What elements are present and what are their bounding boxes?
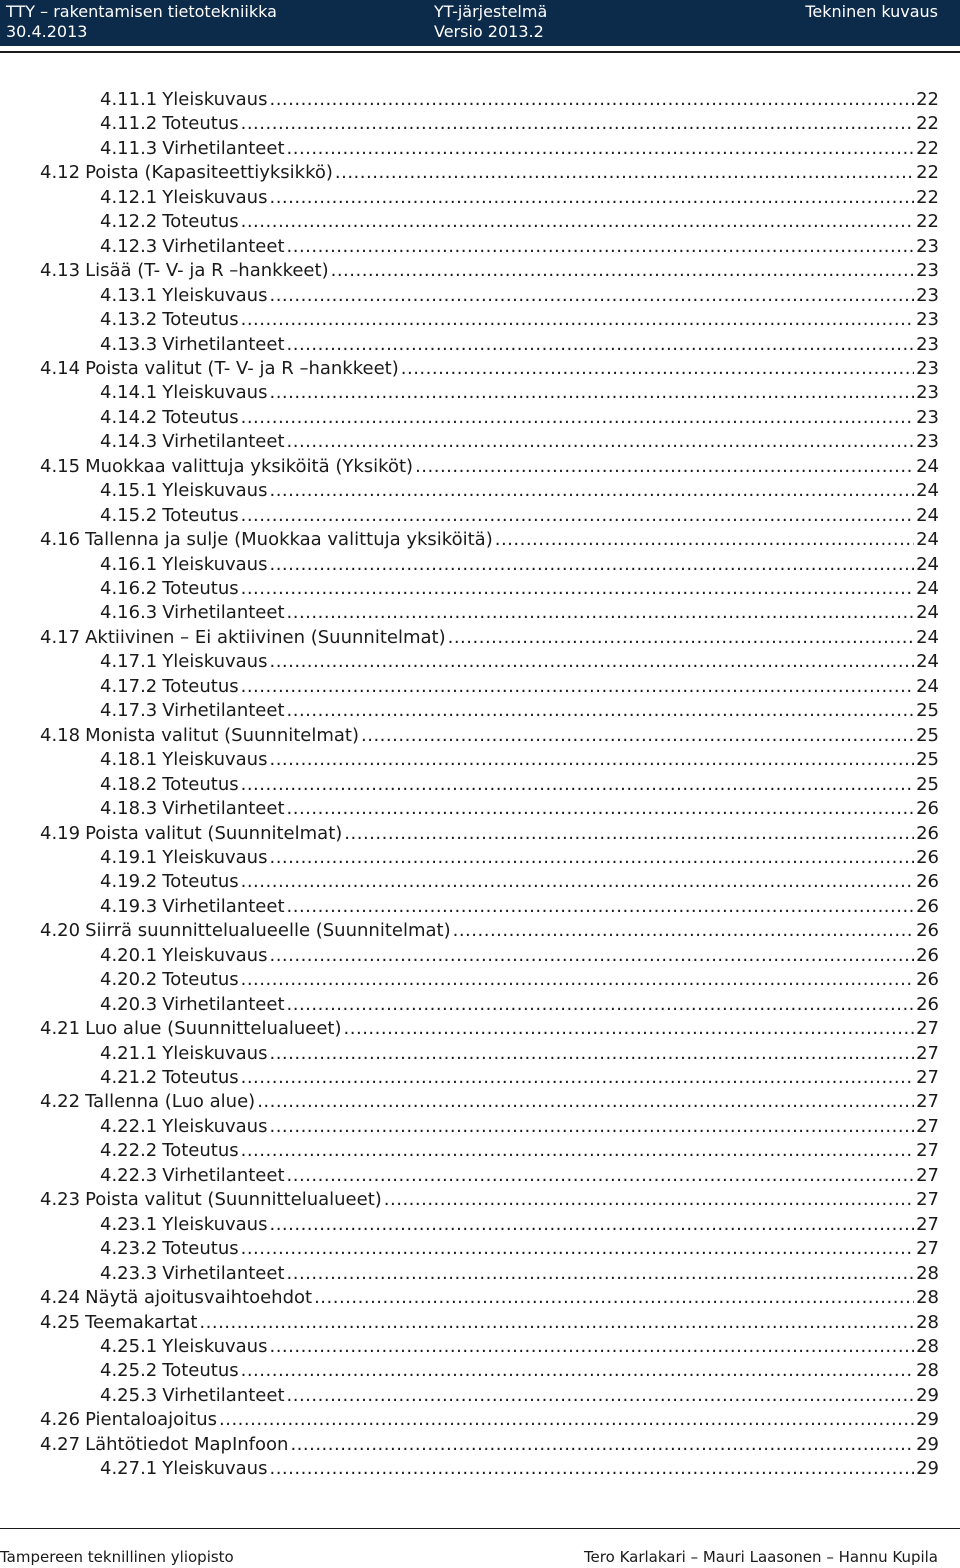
- toc-entry[interactable]: [40, 528, 939, 552]
- toc-entry-page: 22: [916, 89, 939, 110]
- toc-entry[interactable]: [40, 724, 939, 748]
- toc-entry[interactable]: [100, 210, 939, 234]
- toc-entry-page: 26: [916, 920, 939, 942]
- toc-entry-title: Virhetilanteet: [162, 895, 285, 917]
- toc-entry-number: 4.13.3: [100, 333, 158, 355]
- toc-dot-leader: [287, 699, 915, 723]
- toc-dot-leader: [219, 1408, 914, 1432]
- toc-entry-page: 22: [916, 186, 939, 208]
- toc-dot-leader: [287, 993, 915, 1017]
- toc-dot-leader: [269, 1457, 914, 1481]
- header-system: YT-järjestelmä: [434, 2, 548, 21]
- toc-dot-leader: [331, 259, 915, 283]
- toc-entry[interactable]: [100, 773, 939, 797]
- toc-entry-title: Virhetilanteet: [162, 431, 285, 453]
- toc-entry[interactable]: [100, 235, 939, 259]
- toc-entry[interactable]: [100, 748, 939, 772]
- toc-entry[interactable]: [100, 479, 939, 503]
- toc-entry[interactable]: [40, 357, 939, 381]
- toc-entry-number: 4.22: [40, 1091, 81, 1113]
- toc-entry-title: Poista valitut (Suunnittelualueet): [85, 1189, 382, 1211]
- toc-entry[interactable]: [40, 1090, 939, 1114]
- toc-entry[interactable]: [40, 626, 939, 650]
- toc-entry-page: 26: [916, 969, 939, 991]
- toc-dot-leader: [335, 161, 914, 185]
- toc-dot-leader: [241, 870, 914, 894]
- toc-entry-number: 4.23.3: [100, 1262, 158, 1284]
- toc-entry-title: Toteutus: [162, 773, 239, 795]
- toc-entry-page: 27: [916, 1018, 939, 1040]
- toc-entry-title: Virhetilanteet: [162, 333, 285, 355]
- footer-divider: [0, 1528, 960, 1529]
- toc-entry-page: 25: [916, 773, 939, 795]
- toc-dot-leader: [269, 186, 914, 210]
- toc-entry-number: 4.25: [40, 1311, 81, 1333]
- toc-entry-title: Aktiivinen – Ei aktiivinen (Suunnitelmat): [85, 626, 446, 648]
- toc-entry-number: 4.16.1: [100, 553, 158, 575]
- toc-dot-leader: [241, 504, 914, 528]
- toc-entry-page: 23: [916, 406, 939, 428]
- header-doc-type: Tekninen kuvaus: [805, 2, 938, 21]
- toc-dot-leader: [269, 1335, 914, 1359]
- toc-entry-number: 4.14.1: [100, 382, 158, 404]
- toc-entry-number: 4.25.2: [100, 1360, 158, 1382]
- toc-entry-title: Virhetilanteet: [162, 1384, 285, 1406]
- toc-entry-number: 4.17.1: [100, 651, 158, 673]
- toc-entry-title: Yleiskuvaus: [162, 89, 268, 110]
- toc-entry-title: Muokkaa valittuja yksiköitä (Yksiköt): [85, 455, 414, 477]
- toc-entry-number: 4.21.1: [100, 1042, 158, 1064]
- toc-entry[interactable]: [40, 822, 939, 846]
- toc-entry-number: 4.11.2: [100, 113, 158, 135]
- toc-entry-number: 4.20.2: [100, 969, 158, 991]
- toc-entry-page: 28: [916, 1262, 939, 1284]
- toc-dot-leader: [453, 919, 914, 943]
- toc-entry-page: 25: [916, 724, 939, 746]
- toc-entry-title: Lähtötiedot MapInfoon: [85, 1433, 289, 1455]
- toc-entry-number: 4.16.2: [100, 578, 158, 599]
- toc-entry-title: Toteutus: [162, 113, 239, 135]
- toc-entry-title: Toteutus: [162, 675, 239, 697]
- toc-entry-title: Virhetilanteet: [162, 700, 285, 722]
- toc-entry-title: Toteutus: [162, 406, 239, 428]
- toc-entry[interactable]: [100, 1042, 939, 1066]
- toc-entry[interactable]: [100, 1237, 939, 1261]
- toc-entry[interactable]: [100, 1335, 939, 1359]
- toc-entry-title: Toteutus: [162, 1140, 239, 1162]
- toc-dot-leader: [241, 675, 914, 699]
- toc-entry[interactable]: [100, 650, 939, 674]
- toc-entry-title: Toteutus: [162, 871, 239, 893]
- toc-dot-leader: [287, 333, 915, 357]
- toc-entry-title: Lisää (T- V- ja R –hankkeet): [85, 260, 329, 282]
- toc-dot-leader: [269, 944, 914, 968]
- toc-dot-leader: [415, 455, 914, 479]
- toc-entry-page: 29: [916, 1433, 939, 1455]
- toc-entry-page: 24: [916, 529, 939, 551]
- toc-entry-title: Tallenna ja sulje (Muokkaa valittuja yksiköitä): [85, 529, 493, 551]
- toc-entry-page: 26: [916, 895, 939, 917]
- toc-entry-page: 26: [916, 846, 939, 868]
- toc-entry-page: 27: [916, 1091, 939, 1113]
- toc-entry-number: 4.18.3: [100, 798, 158, 820]
- header-center: [434, 2, 547, 42]
- toc-entry[interactable]: [40, 919, 939, 943]
- toc-entry-page: 24: [916, 602, 939, 624]
- toc-entry-number: 4.14: [40, 357, 81, 379]
- toc-entry-number: 4.15: [40, 455, 81, 477]
- toc-entry-number: 4.19.1: [100, 846, 158, 868]
- toc-entry-page: 23: [916, 260, 939, 282]
- toc-entry-number: 4.22.2: [100, 1140, 158, 1162]
- toc-entry-title: Toteutus: [162, 1067, 239, 1088]
- toc-dot-leader: [241, 406, 914, 430]
- footer-authors: Tero Karlakari – Mauri Laasonen – Hannu Kupila: [583, 1548, 938, 1566]
- toc-entry-number: 4.23.1: [100, 1213, 158, 1235]
- header-left: [6, 2, 277, 42]
- toc-entry-page: 29: [916, 1409, 939, 1431]
- toc-dot-leader: [287, 895, 915, 919]
- toc-entry[interactable]: [40, 1433, 939, 1457]
- toc-entry[interactable]: [100, 381, 939, 405]
- toc-entry-title: Toteutus: [162, 578, 239, 599]
- toc-entry-title: Yleiskuvaus: [162, 553, 268, 575]
- toc-entry-title: Siirrä suunnittelualueelle (Suunnitelmat): [85, 920, 451, 942]
- toc-entry[interactable]: [100, 1066, 939, 1090]
- toc-entry-page: 25: [916, 700, 939, 722]
- toc-dot-leader: [241, 968, 914, 992]
- toc-dot-leader: [287, 1384, 915, 1408]
- toc-entry-page: 24: [916, 480, 939, 502]
- toc-entry-page: 23: [916, 357, 939, 379]
- toc-entry-page: 28: [916, 1287, 939, 1309]
- toc-entry-page: 26: [916, 798, 939, 820]
- toc-entry-title: Yleiskuvaus: [162, 1115, 268, 1137]
- toc-entry-number: 4.25.3: [100, 1384, 158, 1406]
- toc-entry-page: 27: [916, 1140, 939, 1162]
- toc-entry[interactable]: [100, 1115, 939, 1139]
- toc-entry-title: Monista valitut (Suunnitelmat): [85, 724, 360, 746]
- page-header: [0, 0, 960, 46]
- toc-entry-number: 4.12: [40, 162, 81, 184]
- toc-entry-number: 4.12.3: [100, 235, 158, 257]
- toc-dot-leader: [448, 626, 914, 650]
- toc-entry-page: 26: [916, 871, 939, 893]
- toc-dot-leader: [361, 724, 914, 748]
- toc-entry-number: 4.19.2: [100, 871, 158, 893]
- toc-entry-title: Virhetilanteet: [162, 1164, 285, 1186]
- header-right: [805, 2, 938, 22]
- toc-entry-page: 27: [916, 1115, 939, 1137]
- toc-entry[interactable]: [40, 455, 939, 479]
- toc-entry[interactable]: [100, 88, 939, 112]
- header-date: 30.4.2013: [6, 22, 88, 41]
- toc-entry[interactable]: [40, 1188, 939, 1212]
- toc-entry[interactable]: [100, 186, 939, 210]
- toc-entry[interactable]: [100, 846, 939, 870]
- toc-entry-page: 24: [916, 455, 939, 477]
- toc-entry-title: Yleiskuvaus: [162, 651, 268, 673]
- toc-dot-leader: [269, 748, 914, 772]
- toc-entry[interactable]: [100, 333, 939, 357]
- toc-entry-number: 4.13: [40, 260, 81, 282]
- toc-dot-leader: [287, 601, 915, 625]
- toc-entry[interactable]: [100, 577, 939, 601]
- toc-entry-title: Yleiskuvaus: [162, 1458, 268, 1480]
- toc-entry-title: Yleiskuvaus: [162, 284, 268, 306]
- toc-dot-leader: [287, 235, 915, 259]
- toc-entry-number: 4.18.1: [100, 749, 158, 771]
- toc-entry-number: 4.20.1: [100, 944, 158, 966]
- toc-entry-page: 26: [916, 944, 939, 966]
- toc-entry-page: 29: [916, 1458, 939, 1480]
- toc-entry-title: Luo alue (Suunnittelualueet): [85, 1018, 342, 1040]
- toc-entry-page: 27: [916, 1164, 939, 1186]
- toc-entry-title: Yleiskuvaus: [162, 749, 268, 771]
- toc-entry-number: 4.18.2: [100, 773, 158, 795]
- toc-entry-number: 4.15.1: [100, 480, 158, 502]
- toc-entry-page: 23: [916, 309, 939, 331]
- toc-entry-page: 27: [916, 1067, 939, 1088]
- toc-entry-page: 28: [916, 1335, 939, 1357]
- toc-dot-leader: [241, 308, 914, 332]
- toc-entry[interactable]: [40, 1286, 939, 1310]
- toc-entry[interactable]: [100, 1139, 939, 1163]
- toc-entry[interactable]: [100, 944, 939, 968]
- toc-entry-page: 26: [916, 822, 939, 844]
- toc-entry[interactable]: [100, 406, 939, 430]
- toc-entry-page: 23: [916, 235, 939, 257]
- toc-entry-number: 4.20: [40, 920, 81, 942]
- toc-dot-leader: [241, 1237, 914, 1261]
- toc-dot-leader: [269, 88, 914, 112]
- toc-entry-title: Yleiskuvaus: [162, 1335, 268, 1357]
- toc-entry-page: 24: [916, 626, 939, 648]
- toc-entry-number: 4.19.3: [100, 895, 158, 917]
- toc-entry-page: 28: [916, 1311, 939, 1333]
- toc-entry-number: 4.22.3: [100, 1164, 158, 1186]
- toc-entry[interactable]: [40, 1408, 939, 1432]
- toc-entry-page: 23: [916, 333, 939, 355]
- toc-entry-page: 22: [916, 211, 939, 233]
- toc-entry[interactable]: [40, 259, 939, 283]
- toc-entry[interactable]: [100, 284, 939, 308]
- toc-entry-title: Toteutus: [162, 309, 239, 331]
- toc-dot-leader: [269, 1115, 914, 1139]
- toc-entry-number: 4.26: [40, 1409, 81, 1431]
- toc-dot-leader: [269, 1042, 914, 1066]
- toc-entry-page: 24: [916, 651, 939, 673]
- toc-dot-leader: [384, 1188, 914, 1212]
- toc-dot-leader: [257, 1090, 914, 1114]
- toc-dot-leader: [199, 1311, 914, 1335]
- toc-entry-title: Toteutus: [162, 504, 239, 526]
- toc-entry[interactable]: [100, 1359, 939, 1383]
- footer-institution: Tampereen teknillinen yliopisto: [0, 1548, 234, 1566]
- toc-dot-leader: [241, 112, 914, 136]
- toc-entry-number: 4.20.3: [100, 993, 158, 1015]
- toc-entry-number: 4.18: [40, 724, 81, 746]
- toc-entry-number: 4.23.2: [100, 1238, 158, 1260]
- toc-entry-page: 24: [916, 675, 939, 697]
- toc-entry-title: Poista (Kapasiteettiyksikkö): [85, 162, 333, 184]
- toc-entry[interactable]: [100, 112, 939, 136]
- toc-entry-title: Virhetilanteet: [162, 798, 285, 820]
- toc-dot-leader: [287, 430, 915, 454]
- toc-entry-number: 4.25.1: [100, 1335, 158, 1357]
- toc-dot-leader: [269, 479, 914, 503]
- toc-dot-leader: [287, 137, 915, 161]
- toc-dot-leader: [241, 577, 914, 601]
- toc-entry-number: 4.11.3: [100, 137, 158, 159]
- toc-entry-title: Toteutus: [162, 1360, 239, 1382]
- toc-entry[interactable]: [100, 968, 939, 992]
- toc-dot-leader: [287, 1262, 915, 1286]
- toc-entry-number: 4.27.1: [100, 1458, 158, 1480]
- toc-entry[interactable]: [100, 430, 939, 454]
- toc-entry[interactable]: [100, 601, 939, 625]
- toc-dot-leader: [269, 846, 914, 870]
- toc-entry[interactable]: [100, 137, 939, 161]
- toc-entry-page: 22: [916, 137, 939, 159]
- toc-entry-page: 26: [916, 993, 939, 1015]
- toc-entry-number: 4.22.1: [100, 1115, 158, 1137]
- toc-dot-leader: [241, 1139, 914, 1163]
- toc-entry-number: 4.27: [40, 1433, 81, 1455]
- toc-dot-leader: [290, 1433, 914, 1457]
- toc-entry[interactable]: [100, 675, 939, 699]
- toc-entry[interactable]: [100, 504, 939, 528]
- toc-entry-title: Poista valitut (Suunnitelmat): [85, 822, 343, 844]
- toc-entry-page: 24: [916, 504, 939, 526]
- toc-entry-title: Toteutus: [162, 969, 239, 991]
- toc-entry-number: 4.21: [40, 1018, 81, 1040]
- toc-entry[interactable]: [100, 699, 939, 723]
- toc-entry[interactable]: [40, 161, 939, 185]
- toc-entry[interactable]: [100, 1457, 939, 1481]
- header-org: TTY – rakentamisen tietotekniikka: [6, 2, 277, 21]
- toc-entry-page: 23: [916, 431, 939, 453]
- toc-entry-page: 22: [916, 162, 939, 184]
- toc-entry-page: 27: [916, 1238, 939, 1260]
- toc-entry[interactable]: [100, 1213, 939, 1237]
- toc-dot-leader: [495, 528, 914, 552]
- toc-entry[interactable]: [40, 1017, 939, 1041]
- toc-entry-page: 28: [916, 1360, 939, 1382]
- toc-dot-leader: [344, 822, 914, 846]
- toc-entry-title: Virhetilanteet: [162, 993, 285, 1015]
- toc-entry[interactable]: [100, 1164, 939, 1188]
- toc-dot-leader: [241, 773, 914, 797]
- toc-dot-leader: [241, 1066, 914, 1090]
- toc-entry-title: Yleiskuvaus: [162, 480, 268, 502]
- toc-entry[interactable]: [100, 553, 939, 577]
- toc-entry-number: 4.23: [40, 1189, 81, 1211]
- toc-entry-page: 25: [916, 749, 939, 771]
- toc-entry-title: Tallenna (Luo alue): [85, 1091, 256, 1113]
- toc-entry-page: 27: [916, 1189, 939, 1211]
- toc-entry-page: 24: [916, 553, 939, 575]
- toc-dot-leader: [269, 381, 914, 405]
- toc-entry[interactable]: [100, 1262, 939, 1286]
- toc-entry-number: 4.21.2: [100, 1067, 158, 1088]
- toc-entry[interactable]: [100, 797, 939, 821]
- toc-entry-page: 23: [916, 382, 939, 404]
- toc-entry-page: 24: [916, 578, 939, 599]
- toc-entry-title: Yleiskuvaus: [162, 1213, 268, 1235]
- toc-entry-number: 4.13.1: [100, 284, 158, 306]
- toc-dot-leader: [344, 1017, 915, 1041]
- toc-entry-number: 4.13.2: [100, 309, 158, 331]
- toc-dot-leader: [241, 210, 914, 234]
- toc-entry-number: 4.17.2: [100, 675, 158, 697]
- toc-entry-title: Yleiskuvaus: [162, 846, 268, 868]
- toc-entry-title: Yleiskuvaus: [162, 944, 268, 966]
- toc-dot-leader: [269, 650, 914, 674]
- toc-entry-title: Näytä ajoitusvaihtoehdot: [85, 1287, 313, 1309]
- toc-entry-title: Yleiskuvaus: [162, 186, 268, 208]
- toc-entry-title: Yleiskuvaus: [162, 1042, 268, 1064]
- toc-entry-number: 4.15.2: [100, 504, 158, 526]
- toc-entry-number: 4.14.3: [100, 431, 158, 453]
- toc-entry-title: Yleiskuvaus: [162, 382, 268, 404]
- toc-entry-title: Teemakartat: [85, 1311, 198, 1333]
- toc-entry[interactable]: [100, 895, 939, 919]
- toc-entry[interactable]: [100, 870, 939, 894]
- toc-entry-number: 4.24: [40, 1287, 81, 1309]
- toc-entry-number: 4.14.2: [100, 406, 158, 428]
- toc-dot-leader: [269, 284, 914, 308]
- toc-entry[interactable]: [40, 1311, 939, 1335]
- toc-entry-title: Pientaloajoitus: [85, 1409, 218, 1431]
- toc-dot-leader: [269, 1213, 914, 1237]
- toc-entry-title: Poista valitut (T- V- ja R –hankkeet): [85, 357, 399, 379]
- toc-dot-leader: [314, 1286, 914, 1310]
- toc-entry[interactable]: [100, 308, 939, 332]
- toc-entry-page: 23: [916, 284, 939, 306]
- toc-entry-number: 4.17: [40, 626, 81, 648]
- header-version: Versio 2013.2: [434, 22, 544, 41]
- toc-entry-title: Virhetilanteet: [162, 1262, 285, 1284]
- toc-entry-number: 4.16: [40, 529, 81, 551]
- toc-entry-number: 4.12.1: [100, 186, 158, 208]
- toc-entry-page: 27: [916, 1213, 939, 1235]
- toc-dot-leader: [241, 1359, 914, 1383]
- toc-dot-leader: [269, 553, 914, 577]
- toc-entry[interactable]: [100, 993, 939, 1017]
- toc-entry-title: Virhetilanteet: [162, 137, 285, 159]
- toc-entry-number: 4.11.1: [100, 89, 158, 110]
- toc-entry-number: 4.19: [40, 822, 81, 844]
- toc-entry-page: 29: [916, 1384, 939, 1406]
- page-footer: [0, 1547, 960, 1567]
- toc-entry-title: Toteutus: [162, 211, 239, 233]
- toc-entry-page: 27: [916, 1042, 939, 1064]
- toc-entry-number: 4.12.2: [100, 211, 158, 233]
- toc-entry-page: 22: [916, 113, 939, 135]
- header-divider: [0, 51, 960, 53]
- toc-dot-leader: [401, 357, 914, 381]
- toc-entry-number: 4.17.3: [100, 700, 158, 722]
- toc-dot-leader: [287, 797, 915, 821]
- toc-entry-title: Virhetilanteet: [162, 602, 285, 624]
- toc-dot-leader: [287, 1164, 915, 1188]
- toc-entry[interactable]: [100, 1384, 939, 1408]
- toc-entry-title: Toteutus: [162, 1238, 239, 1260]
- toc-entry-title: Virhetilanteet: [162, 235, 285, 257]
- toc-entry-number: 4.16.3: [100, 602, 158, 624]
